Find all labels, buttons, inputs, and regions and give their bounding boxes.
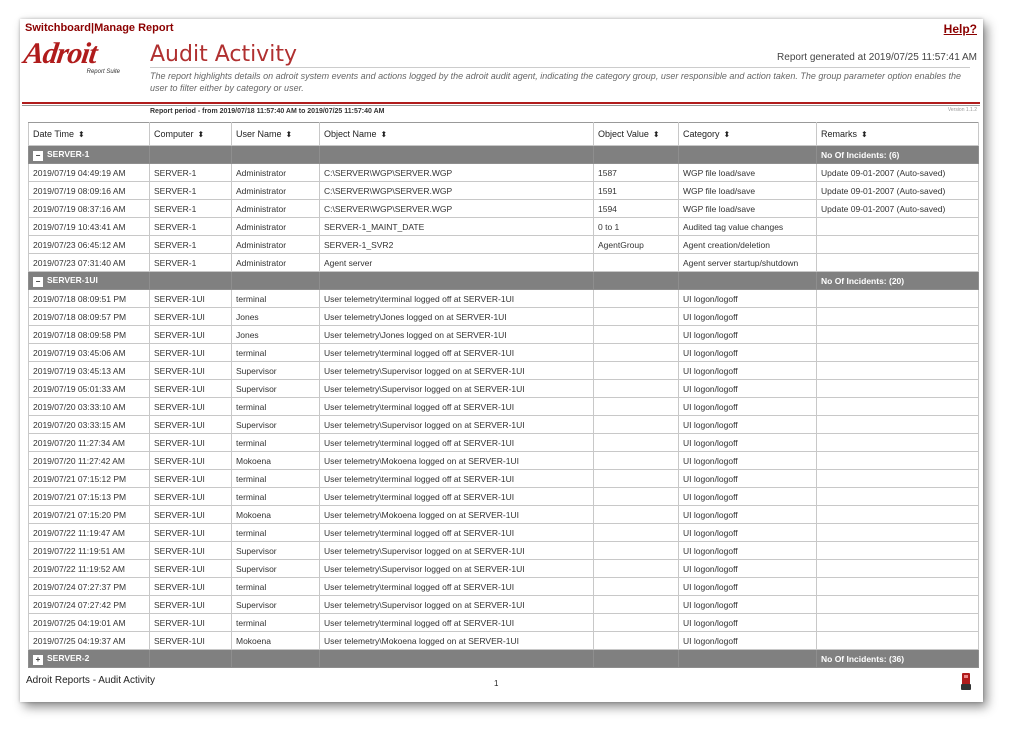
table-cell xyxy=(594,434,679,452)
table-cell xyxy=(817,506,979,524)
table-cell: 2019/07/21 07:15:20 PM xyxy=(29,506,150,524)
table-row xyxy=(29,416,979,434)
header-grey-divider xyxy=(22,105,980,106)
table-cell: User telemetry\Supervisor logged on at SERVER-1UI xyxy=(320,560,594,578)
table-cell: WGP file load/save xyxy=(679,200,817,218)
table-cell xyxy=(817,236,979,254)
table-cell: SERVER-1UI xyxy=(150,290,232,308)
table-cell: 2019/07/21 07:15:13 PM xyxy=(29,488,150,506)
table-cell: UI logon/logoff xyxy=(679,560,817,578)
plus-box-icon[interactable]: + xyxy=(33,655,43,665)
table-cell: UI logon/logoff xyxy=(679,470,817,488)
table-cell: 2019/07/22 11:19:47 AM xyxy=(29,524,150,542)
table-cell: UI logon/logoff xyxy=(679,506,817,524)
table-row xyxy=(29,236,979,254)
table-cell: SERVER-1UI xyxy=(150,380,232,398)
table-cell: Jones xyxy=(232,326,320,344)
table-cell: SERVER-1UI xyxy=(150,362,232,380)
column-header-label: Object Value xyxy=(598,129,649,139)
table-cell xyxy=(817,398,979,416)
column-header-label: Remarks xyxy=(821,129,858,139)
table-row xyxy=(29,398,979,416)
table-row xyxy=(29,632,979,650)
table-cell: terminal xyxy=(232,578,320,596)
table-cell: UI logon/logoff xyxy=(679,290,817,308)
column-header[interactable] xyxy=(679,123,817,146)
table-cell xyxy=(817,290,979,308)
table-cell: Supervisor xyxy=(232,560,320,578)
table-cell: User telemetry\terminal logged off at SERVER-1UI xyxy=(320,524,594,542)
table-cell: 2019/07/21 07:15:12 PM xyxy=(29,470,150,488)
table-cell: SERVER-1 xyxy=(150,218,232,236)
table-cell: 0 to 1 xyxy=(594,218,679,236)
table-cell: Audited tag value changes xyxy=(679,218,817,236)
table-cell: Agent server startup/shutdown xyxy=(679,254,817,272)
group-incident-count: No Of Incidents: (6) xyxy=(817,146,979,164)
table-cell: WGP file load/save xyxy=(679,182,817,200)
group-row[interactable] xyxy=(29,272,979,290)
group-empty-cell xyxy=(232,650,320,668)
table-cell: terminal xyxy=(232,470,320,488)
table-cell: UI logon/logoff xyxy=(679,452,817,470)
table-cell: Jones xyxy=(232,308,320,326)
table-cell: SERVER-1UI xyxy=(150,452,232,470)
table-row xyxy=(29,200,979,218)
group-empty-cell xyxy=(150,650,232,668)
group-row[interactable] xyxy=(29,146,979,164)
table-row xyxy=(29,470,979,488)
table-cell: UI logon/logoff xyxy=(679,578,817,596)
table-cell xyxy=(817,614,979,632)
group-empty-cell xyxy=(320,650,594,668)
table-cell: 2019/07/19 08:37:16 AM xyxy=(29,200,150,218)
table-cell xyxy=(817,488,979,506)
table-cell: terminal xyxy=(232,614,320,632)
column-header[interactable] xyxy=(29,123,150,146)
table-row xyxy=(29,560,979,578)
table-cell: UI logon/logoff xyxy=(679,398,817,416)
report-generated-time: Report generated at 2019/07/25 11:57:41 AM xyxy=(777,52,977,63)
table-cell: UI logon/logoff xyxy=(679,434,817,452)
sort-arrows-icon[interactable]: ⬍ xyxy=(723,130,731,139)
table-cell: SERVER-1UI xyxy=(150,578,232,596)
table-cell: 2019/07/24 07:27:37 PM xyxy=(29,578,150,596)
table-cell: UI logon/logoff xyxy=(679,416,817,434)
sort-arrows-icon[interactable]: ⬍ xyxy=(78,130,85,139)
table-cell: Supervisor xyxy=(232,542,320,560)
column-header[interactable] xyxy=(320,123,594,146)
table-cell: Administrator xyxy=(232,236,320,254)
column-header-label: Object Name xyxy=(324,129,377,139)
table-cell xyxy=(594,254,679,272)
table-cell: SERVER-1UI xyxy=(150,632,232,650)
table-row xyxy=(29,524,979,542)
header-red-divider xyxy=(22,102,980,104)
table-cell: User telemetry\terminal logged off at SERVER-1UI xyxy=(320,290,594,308)
table-cell: Supervisor xyxy=(232,596,320,614)
table-cell: Mokoena xyxy=(232,506,320,524)
report-period: Report period - from 2019/07/18 11:57:40 AM to 2019/07/25 11:57:40 AM xyxy=(150,108,385,115)
table-row xyxy=(29,506,979,524)
group-name: SERVER-1UI xyxy=(47,274,98,285)
table-cell: terminal xyxy=(232,524,320,542)
table-cell: 2019/07/18 08:09:57 PM xyxy=(29,308,150,326)
group-name-cell xyxy=(29,650,150,668)
adroit-logo xyxy=(21,37,124,75)
table-cell: SERVER-1_MAINT_DATE xyxy=(320,218,594,236)
manage-report-link[interactable]: Manage Report xyxy=(94,22,174,34)
table-cell: terminal xyxy=(232,344,320,362)
table-cell: 2019/07/19 04:49:19 AM xyxy=(29,164,150,182)
table-cell xyxy=(594,398,679,416)
title-divider xyxy=(150,67,970,68)
table-cell xyxy=(594,380,679,398)
table-cell xyxy=(594,452,679,470)
table-cell xyxy=(817,542,979,560)
table-cell: WGP file load/save xyxy=(679,164,817,182)
table-cell: Administrator xyxy=(232,182,320,200)
table-cell: SERVER-1UI xyxy=(150,308,232,326)
table-row xyxy=(29,434,979,452)
table-cell: SERVER-1UI xyxy=(150,434,232,452)
table-row xyxy=(29,182,979,200)
table-cell xyxy=(817,470,979,488)
table-cell: 2019/07/23 07:31:40 AM xyxy=(29,254,150,272)
sort-arrows-icon[interactable]: ⬍ xyxy=(380,130,388,139)
table-row xyxy=(29,344,979,362)
table-cell: terminal xyxy=(232,434,320,452)
table-cell: User telemetry\Mokoena logged on at SERVER-1UI xyxy=(320,632,594,650)
table-cell xyxy=(594,344,679,362)
table-cell: 1591 xyxy=(594,182,679,200)
table-cell: UI logon/logoff xyxy=(679,542,817,560)
minus-box-icon[interactable]: − xyxy=(33,277,43,287)
table-cell: SERVER-1UI xyxy=(150,542,232,560)
table-cell: C:\SERVER\WGP\SERVER.WGP xyxy=(320,200,594,218)
table-cell: SERVER-1 xyxy=(150,236,232,254)
table-cell: 2019/07/22 11:19:51 AM xyxy=(29,542,150,560)
table-cell: UI logon/logoff xyxy=(679,632,817,650)
table-cell: 2019/07/20 03:33:15 AM xyxy=(29,416,150,434)
table-cell: User telemetry\Supervisor logged on at SERVER-1UI xyxy=(320,362,594,380)
table-cell: 2019/07/19 03:45:06 AM xyxy=(29,344,150,362)
table-cell: Supervisor xyxy=(232,416,320,434)
table-cell xyxy=(594,632,679,650)
group-empty-cell xyxy=(320,146,594,164)
table-cell: UI logon/logoff xyxy=(679,308,817,326)
table-cell: 2019/07/25 04:19:01 AM xyxy=(29,614,150,632)
group-empty-cell xyxy=(594,272,679,290)
table-cell xyxy=(817,632,979,650)
table-cell xyxy=(594,614,679,632)
group-empty-cell xyxy=(150,272,232,290)
table-cell: 2019/07/24 07:27:42 PM xyxy=(29,596,150,614)
group-empty-cell xyxy=(232,146,320,164)
group-empty-cell xyxy=(150,146,232,164)
table-cell: Administrator xyxy=(232,254,320,272)
table-cell: SERVER-1UI xyxy=(150,398,232,416)
table-cell: AgentGroup xyxy=(594,236,679,254)
table-body xyxy=(29,146,979,668)
table-cell: SERVER-1 xyxy=(150,254,232,272)
table-cell: 2019/07/19 05:01:33 AM xyxy=(29,380,150,398)
sort-arrows-icon[interactable]: ⬍ xyxy=(197,130,205,139)
table-row xyxy=(29,596,979,614)
table-cell: UI logon/logoff xyxy=(679,488,817,506)
table-cell: UI logon/logoff xyxy=(679,344,817,362)
footer-title: Adroit Reports - Audit Activity xyxy=(26,675,155,686)
sort-arrows-icon[interactable]: ⬍ xyxy=(652,130,660,139)
table-cell xyxy=(594,470,679,488)
column-header-label: Computer xyxy=(154,129,194,139)
group-name: SERVER-2 xyxy=(47,652,90,663)
table-cell xyxy=(594,308,679,326)
table-cell: SERVER-1 xyxy=(150,182,232,200)
table-cell: SERVER-1UI xyxy=(150,596,232,614)
table-cell: User telemetry\Supervisor logged on at SERVER-1UI xyxy=(320,596,594,614)
table-cell: UI logon/logoff xyxy=(679,614,817,632)
table-cell: Administrator xyxy=(232,218,320,236)
table-cell: User telemetry\terminal logged off at SERVER-1UI xyxy=(320,488,594,506)
table-cell: SERVER-1 xyxy=(150,200,232,218)
table-header-row xyxy=(29,123,979,146)
table-cell: SERVER-1UI xyxy=(150,344,232,362)
table-cell: UI logon/logoff xyxy=(679,524,817,542)
table-cell: Agent server xyxy=(320,254,594,272)
group-empty-cell xyxy=(679,272,817,290)
table-cell: 2019/07/19 03:45:13 AM xyxy=(29,362,150,380)
column-header[interactable] xyxy=(594,123,679,146)
group-incident-count: No Of Incidents: (20) xyxy=(817,272,979,290)
help-link[interactable]: Help? xyxy=(943,22,977,36)
page-number: 1 xyxy=(494,679,499,688)
table-cell: User telemetry\terminal logged off at SERVER-1UI xyxy=(320,578,594,596)
table-cell: SERVER-1_SVR2 xyxy=(320,236,594,254)
table-cell: terminal xyxy=(232,398,320,416)
table-cell xyxy=(817,362,979,380)
table-cell: 2019/07/20 11:27:42 AM xyxy=(29,452,150,470)
table-cell: UI logon/logoff xyxy=(679,362,817,380)
table-cell: 2019/07/19 10:43:41 AM xyxy=(29,218,150,236)
table-cell: 2019/07/22 11:19:52 AM xyxy=(29,560,150,578)
table-row xyxy=(29,308,979,326)
table-cell: UI logon/logoff xyxy=(679,326,817,344)
report-description: The report highlights details on adroit system events and actions logged by the adroit audit agent, indicating the category group, user responsible and action taken. The group parameter option enables the user to filter either by category or user. xyxy=(150,71,962,93)
table-cell: SERVER-1UI xyxy=(150,614,232,632)
table-cell: Administrator xyxy=(232,200,320,218)
column-header[interactable] xyxy=(817,123,979,146)
table-row xyxy=(29,326,979,344)
table-cell xyxy=(817,326,979,344)
table-cell: User telemetry\Supervisor logged on at SERVER-1UI xyxy=(320,380,594,398)
table-cell: 2019/07/25 04:19:37 AM xyxy=(29,632,150,650)
table-cell xyxy=(594,542,679,560)
table-cell: User telemetry\Supervisor logged on at SERVER-1UI xyxy=(320,416,594,434)
table-row xyxy=(29,488,979,506)
table-cell: terminal xyxy=(232,290,320,308)
group-empty-cell xyxy=(320,272,594,290)
column-header-label: Category xyxy=(683,129,720,139)
table-cell: User telemetry\terminal logged off at SERVER-1UI xyxy=(320,614,594,632)
table-row xyxy=(29,578,979,596)
table-cell: C:\SERVER\WGP\SERVER.WGP xyxy=(320,182,594,200)
table-cell: 1594 xyxy=(594,200,679,218)
table-cell: Mokoena xyxy=(232,452,320,470)
table-cell: 2019/07/18 08:09:51 PM xyxy=(29,290,150,308)
nav-separator: | xyxy=(91,22,95,34)
table-cell: Update 09-01-2007 (Auto-saved) xyxy=(817,164,979,182)
table-cell xyxy=(817,380,979,398)
audit-table xyxy=(28,122,979,668)
table-cell xyxy=(817,578,979,596)
group-empty-cell xyxy=(679,146,817,164)
column-header-label: Date Time xyxy=(33,129,75,139)
table-cell: 2019/07/18 08:09:58 PM xyxy=(29,326,150,344)
table-cell: 1587 xyxy=(594,164,679,182)
table-cell: User telemetry\Jones logged on at SERVER-1UI xyxy=(320,308,594,326)
table-cell: 2019/07/19 08:09:16 AM xyxy=(29,182,150,200)
top-nav xyxy=(25,22,174,34)
report-page xyxy=(20,19,983,702)
table-cell: SERVER-1UI xyxy=(150,470,232,488)
table-cell: User telemetry\Mokoena logged on at SERVER-1UI xyxy=(320,452,594,470)
table-cell: Mokoena xyxy=(232,632,320,650)
table-row xyxy=(29,452,979,470)
table-cell: Administrator xyxy=(232,164,320,182)
table-cell xyxy=(817,416,979,434)
table-row xyxy=(29,164,979,182)
table-cell: UI logon/logoff xyxy=(679,380,817,398)
group-empty-cell xyxy=(594,650,679,668)
table-cell: SERVER-1UI xyxy=(150,326,232,344)
table-cell: Supervisor xyxy=(232,362,320,380)
table-row xyxy=(29,254,979,272)
group-empty-cell xyxy=(594,146,679,164)
table-cell xyxy=(594,326,679,344)
table-cell: 2019/07/20 03:33:10 AM xyxy=(29,398,150,416)
group-empty-cell xyxy=(679,650,817,668)
table-row xyxy=(29,290,979,308)
table-cell xyxy=(594,506,679,524)
table-cell xyxy=(817,308,979,326)
page-title: Audit Activity xyxy=(150,42,297,67)
adroit-device-icon xyxy=(959,672,973,692)
column-header[interactable] xyxy=(150,123,232,146)
table-cell: User telemetry\terminal logged off at SERVER-1UI xyxy=(320,470,594,488)
table-cell: Update 09-01-2007 (Auto-saved) xyxy=(817,182,979,200)
sort-arrows-icon[interactable]: ⬍ xyxy=(285,130,293,139)
table-row xyxy=(29,614,979,632)
logo-text: Adroit xyxy=(21,37,99,70)
group-empty-cell xyxy=(232,272,320,290)
logo-subtitle: Report Suite xyxy=(86,69,120,75)
table-row xyxy=(29,380,979,398)
table-cell: User telemetry\terminal logged off at SERVER-1UI xyxy=(320,344,594,362)
table-cell xyxy=(817,344,979,362)
column-header-label: User Name xyxy=(236,129,282,139)
table-cell xyxy=(594,596,679,614)
table-cell: UI logon/logoff xyxy=(679,596,817,614)
table-cell: User telemetry\Jones logged on at SERVER-1UI xyxy=(320,326,594,344)
table-cell: Agent creation/deletion xyxy=(679,236,817,254)
switchboard-link[interactable]: Switchboard xyxy=(25,22,92,34)
table-row xyxy=(29,362,979,380)
table-cell xyxy=(817,560,979,578)
table-cell xyxy=(594,416,679,434)
version-label: Version 1.1.2 xyxy=(947,107,977,113)
table-cell: User telemetry\Mokoena logged on at SERVER-1UI xyxy=(320,506,594,524)
table-cell xyxy=(594,488,679,506)
table-cell: SERVER-1UI xyxy=(150,488,232,506)
table-cell: User telemetry\terminal logged off at SERVER-1UI xyxy=(320,434,594,452)
table-cell: Supervisor xyxy=(232,380,320,398)
table-cell xyxy=(594,290,679,308)
table-cell xyxy=(817,452,979,470)
table-cell: User telemetry\Supervisor logged on at SERVER-1UI xyxy=(320,542,594,560)
table-cell: User telemetry\terminal logged off at SERVER-1UI xyxy=(320,398,594,416)
table-row xyxy=(29,218,979,236)
table-cell: SERVER-1UI xyxy=(150,524,232,542)
table-cell xyxy=(817,218,979,236)
table-cell: terminal xyxy=(232,488,320,506)
group-name-cell xyxy=(29,146,150,164)
table-cell: Update 09-01-2007 (Auto-saved) xyxy=(817,200,979,218)
table-cell: 2019/07/23 06:45:12 AM xyxy=(29,236,150,254)
table-cell xyxy=(594,560,679,578)
group-name: SERVER-1 xyxy=(47,148,90,159)
table-cell xyxy=(817,596,979,614)
table-cell: SERVER-1UI xyxy=(150,506,232,524)
group-name-cell xyxy=(29,272,150,290)
minus-box-icon[interactable]: − xyxy=(33,151,43,161)
table-cell xyxy=(594,362,679,380)
sort-arrows-icon[interactable]: ⬍ xyxy=(861,130,868,139)
table-cell xyxy=(817,524,979,542)
table-cell xyxy=(817,254,979,272)
table-cell: SERVER-1UI xyxy=(150,560,232,578)
table-cell xyxy=(594,524,679,542)
table-cell xyxy=(594,578,679,596)
column-header[interactable] xyxy=(232,123,320,146)
table-cell: SERVER-1UI xyxy=(150,416,232,434)
group-row[interactable] xyxy=(29,650,979,668)
table-cell xyxy=(817,434,979,452)
table-cell: 2019/07/20 11:27:34 AM xyxy=(29,434,150,452)
group-incident-count: No Of Incidents: (36) xyxy=(817,650,979,668)
table-cell: SERVER-1 xyxy=(150,164,232,182)
table-row xyxy=(29,542,979,560)
table-cell: C:\SERVER\WGP\SERVER.WGP xyxy=(320,164,594,182)
